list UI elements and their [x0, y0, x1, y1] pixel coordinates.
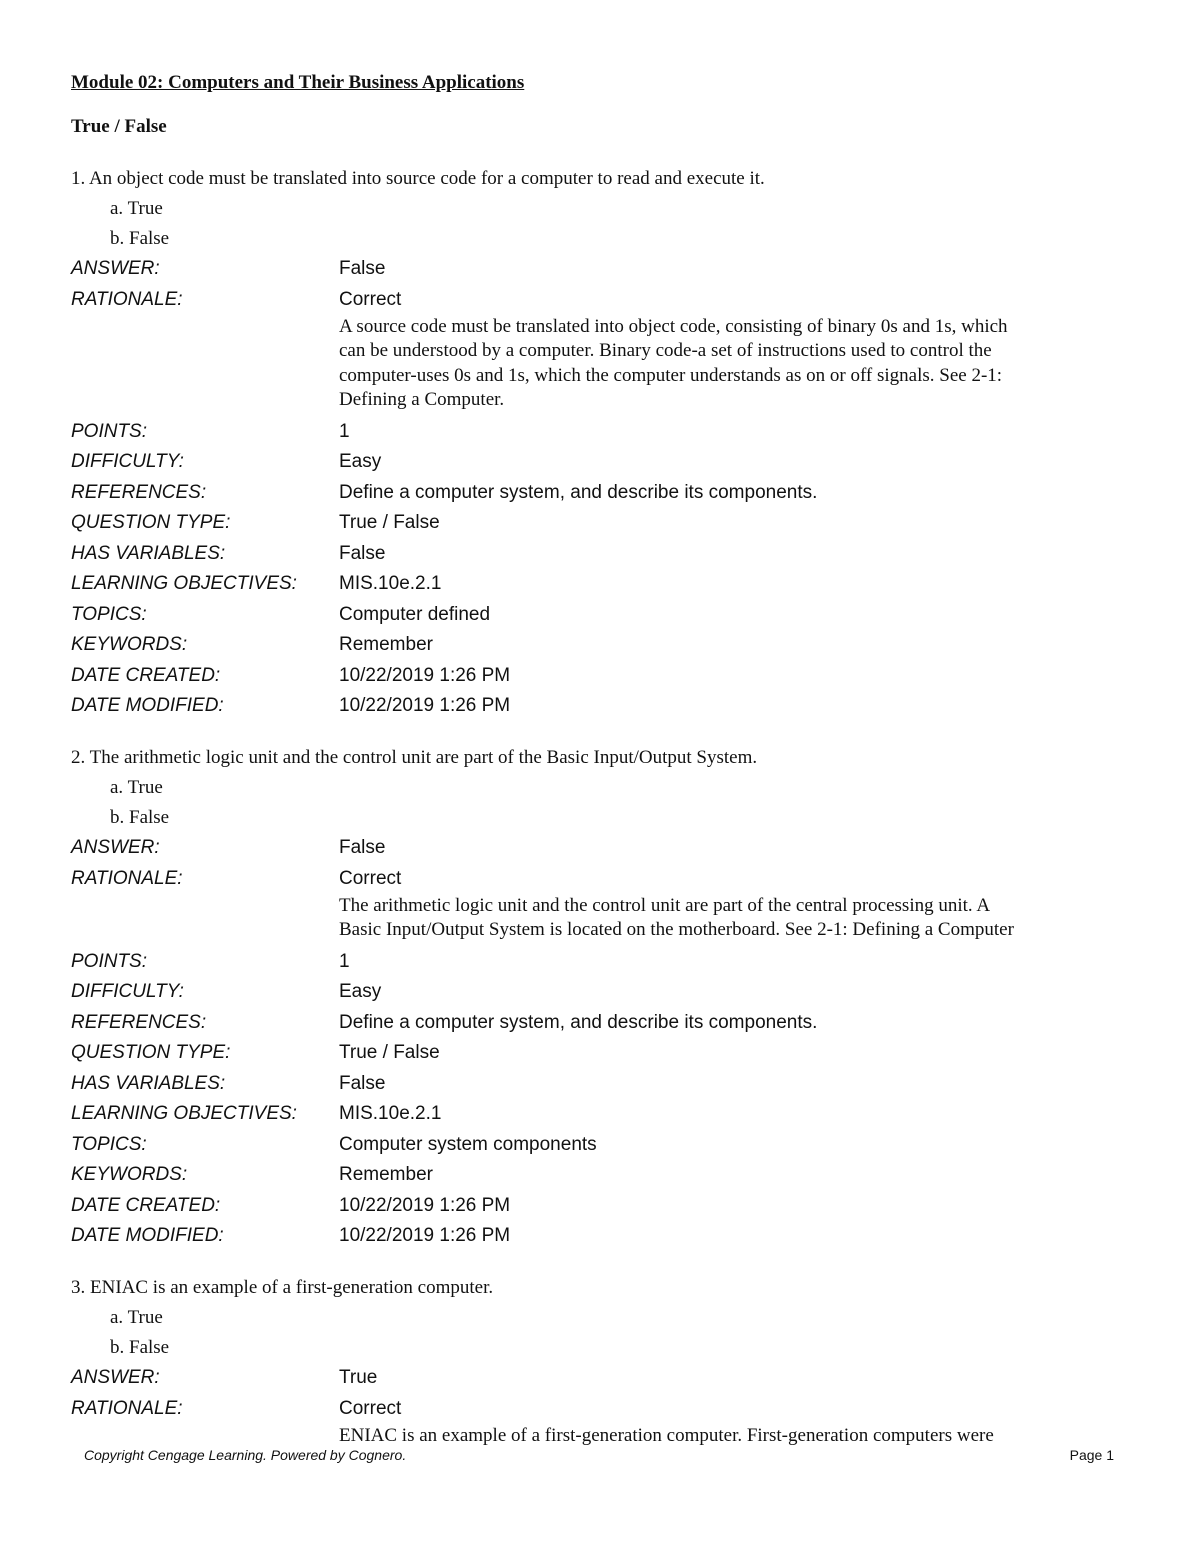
- keywords-row: [71, 1160, 1131, 1191]
- has-variables-row: [71, 1069, 1131, 1100]
- date-created-label: DATE CREATED:: [71, 664, 221, 686]
- keywords-value: Remember: [339, 1164, 433, 1185]
- rationale-row: [71, 1394, 1131, 1453]
- keywords-row: [71, 630, 1131, 661]
- topics-label: TOPICS:: [71, 603, 147, 625]
- points-value: 1: [339, 420, 350, 442]
- points-value: 1: [339, 950, 350, 972]
- difficulty-row: [71, 977, 1131, 1008]
- rationale-row: [71, 285, 1131, 417]
- rationale-text: [339, 315, 1008, 417]
- answer-label: ANSWER:: [71, 1367, 160, 1388]
- answer-row: [71, 1363, 1131, 1394]
- date-modified-row: [71, 1221, 1131, 1252]
- choice-false: b. False: [110, 807, 170, 828]
- date-modified-label: DATE MODIFIED:: [71, 1225, 224, 1246]
- rationale-content: [339, 864, 1014, 947]
- footer-copyright: Copyright Cengage Learning. Powered by Cognero.: [84, 1447, 407, 1463]
- rationale-text: [339, 1424, 994, 1453]
- difficulty-row: [71, 447, 1131, 478]
- topics-row: [71, 600, 1131, 631]
- rationale-content: [339, 1394, 994, 1453]
- difficulty-value: Easy: [339, 451, 382, 472]
- difficulty-value: Easy: [339, 981, 382, 1002]
- answer-value: False: [339, 837, 386, 858]
- references-label: REFERENCES:: [71, 481, 207, 503]
- rationale-verdict: Correct: [339, 1397, 402, 1419]
- difficulty-label: DIFFICULTY:: [71, 451, 184, 472]
- date-created-row: [71, 1191, 1131, 1222]
- question-1: [71, 164, 1131, 722]
- date-created-row: [71, 661, 1131, 692]
- footer-page-number: Page 1: [1069, 1447, 1114, 1463]
- question-text: 2. The arithmetic logic unit and the control unit are part of the Basic Input/Output System.: [71, 747, 758, 768]
- rationale-label: RATIONALE:: [71, 288, 183, 310]
- learning-objectives-label: LEARNING OBJECTIVES:: [71, 1103, 297, 1124]
- has-variables-row: [71, 539, 1131, 570]
- has-variables-value: False: [339, 542, 386, 564]
- answer-row: [71, 833, 1131, 864]
- keywords-value: Remember: [339, 634, 433, 655]
- references-label: REFERENCES:: [71, 1011, 207, 1033]
- rationale-text: [339, 894, 1014, 947]
- learning-objectives-row: [71, 1099, 1131, 1130]
- has-variables-value: False: [339, 1072, 386, 1094]
- learning-objectives-value: MIS.10e.2.1: [339, 1103, 442, 1124]
- learning-objectives-row: [71, 569, 1131, 600]
- question-text: 1. An object code must be translated into source code for a computer to read and execute it.: [71, 168, 765, 189]
- date-modified-value: 10/22/2019 1:26 PM: [339, 695, 511, 716]
- rationale-content: [339, 285, 1008, 417]
- rationale-label: RATIONALE:: [71, 867, 183, 889]
- references-value: Define a computer system, and describe its components.: [339, 481, 818, 503]
- learning-objectives-label: LEARNING OBJECTIVES:: [71, 573, 297, 594]
- keywords-label: KEYWORDS:: [71, 634, 188, 655]
- choice-false: b. False: [110, 1337, 170, 1358]
- topics-value: Computer system components: [339, 1133, 597, 1155]
- rationale-line: can be understood by a computer. Binary code-a set of instructions used to control the: [339, 340, 992, 361]
- question-2: [71, 743, 1131, 1252]
- has-variables-label: HAS VARIABLES:: [71, 1072, 226, 1094]
- answer-label: ANSWER:: [71, 837, 160, 858]
- references-row: [71, 478, 1131, 509]
- points-row: [71, 417, 1131, 448]
- points-label: POINTS:: [71, 950, 148, 972]
- question-text: 3. ENIAC is an example of a first-generation computer.: [71, 1277, 494, 1298]
- difficulty-label: DIFFICULTY:: [71, 981, 184, 1002]
- answer-label: ANSWER:: [71, 258, 160, 279]
- choice-true: a. True: [110, 198, 163, 219]
- answer-row: [71, 254, 1131, 285]
- question-type-row: [71, 1038, 1131, 1069]
- rationale-line: Basic Input/Output System is located on the motherboard. See 2-1: Defining a Computer: [339, 919, 1014, 940]
- references-value: Define a computer system, and describe its components.: [339, 1011, 818, 1033]
- topics-label: TOPICS:: [71, 1133, 147, 1155]
- question-type-value: True / False: [339, 512, 440, 533]
- question-3: [71, 1273, 1131, 1452]
- question-type-label: QUESTION TYPE:: [71, 512, 231, 533]
- topics-value: Computer defined: [339, 603, 491, 625]
- rationale-verdict: Correct: [339, 867, 402, 889]
- date-modified-value: 10/22/2019 1:26 PM: [339, 1225, 511, 1246]
- date-created-label: DATE CREATED:: [71, 1194, 221, 1216]
- rationale-verdict: Correct: [339, 288, 402, 310]
- date-modified-row: [71, 691, 1131, 722]
- rationale-line: The arithmetic logic unit and the control unit are part of the central processing unit. A: [339, 894, 991, 916]
- date-modified-label: DATE MODIFIED:: [71, 695, 224, 716]
- rationale-line: Defining a Computer.: [339, 389, 505, 410]
- has-variables-label: HAS VARIABLES:: [71, 542, 226, 564]
- section-title: True / False: [71, 116, 167, 137]
- rationale-line: ENIAC is an example of a first-generation computer. First-generation computers were: [339, 1424, 994, 1446]
- question-type-value: True / False: [339, 1042, 440, 1063]
- rationale-label: RATIONALE:: [71, 1397, 183, 1419]
- keywords-label: KEYWORDS:: [71, 1164, 188, 1185]
- question-type-row: [71, 508, 1131, 539]
- rationale-line: computer-uses 0s and 1s, which the computer understands as on or off signals. See 2-1:: [339, 364, 1003, 386]
- references-row: [71, 1008, 1131, 1039]
- rationale-row: [71, 864, 1131, 947]
- choice-true: a. True: [110, 777, 163, 798]
- date-created-value: 10/22/2019 1:26 PM: [339, 664, 511, 686]
- question-type-label: QUESTION TYPE:: [71, 1042, 231, 1063]
- choice-true: a. True: [110, 1307, 163, 1328]
- learning-objectives-value: MIS.10e.2.1: [339, 573, 442, 594]
- date-created-value: 10/22/2019 1:26 PM: [339, 1194, 511, 1216]
- document-title: Module 02: Computers and Their Business Applications: [71, 72, 525, 93]
- points-label: POINTS:: [71, 420, 148, 442]
- rationale-line: A source code must be translated into object code, consisting of binary 0s and 1s, which: [339, 315, 1008, 337]
- topics-row: [71, 1130, 1131, 1161]
- answer-value: True: [339, 1367, 378, 1388]
- answer-value: False: [339, 258, 386, 279]
- choice-false: b. False: [110, 228, 170, 249]
- points-row: [71, 947, 1131, 978]
